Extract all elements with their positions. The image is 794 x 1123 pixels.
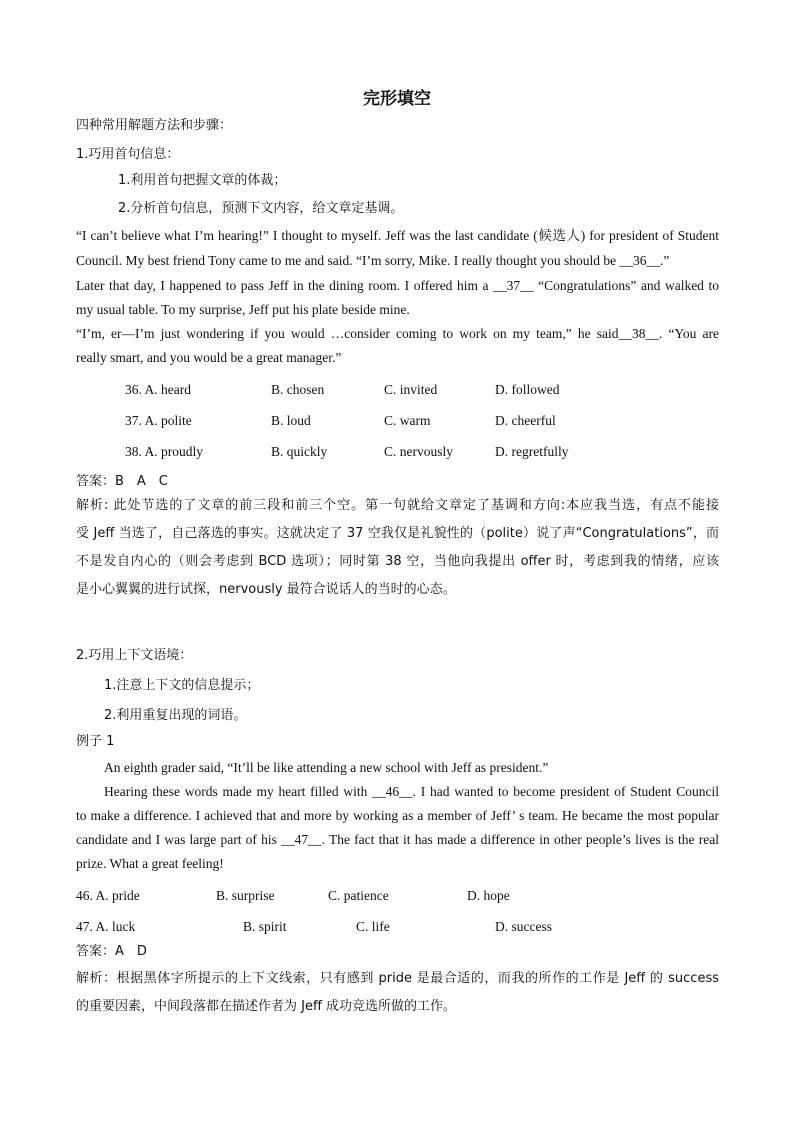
passage-line: An eighth grader said, “It’ll be like attending a new school with Jeff as president.” — [104, 760, 549, 775]
question-row — [0, 378, 794, 402]
analysis-line: 解析：根据黑体字所提示的上下文线索，只有感到 pride 是最合适的，而我的所作的工作是 Jeff 的 success — [76, 971, 719, 986]
step-text: 2.分析首句信息，预测下文内容，给文章定基调。 — [118, 201, 404, 216]
analysis-line: 是小心翼翼的进行试探，nervously 最符合说话人的当时的心态。 — [76, 582, 456, 597]
passage-line: prize. What a great feeling! — [76, 856, 224, 871]
step-text: 1.注意上下文的信息提示； — [104, 678, 260, 693]
passage-line: “I’m, er—I’m just wondering if you would …consider coming to work on my team,” he said__38__. “You are — [76, 326, 719, 341]
section-heading: 1.巧用首句信息： — [76, 147, 180, 162]
question-row — [0, 440, 794, 464]
analysis-line: 受 Jeff 当选了，自己落选的事实。这就决定了 37 空我仅是礼貌性的（polite）说了声“Congratulations”，而 — [76, 526, 719, 541]
answer-text: 答案：B A C — [76, 474, 168, 489]
analysis-line: 不是发自内心的（则会考虑到 BCD 选项）；同时第 38 空，当他向我提出 offer 时，考虑到我的情绪，应该 — [76, 554, 719, 569]
option-d: D. success — [495, 919, 552, 934]
option-a: 37. A. polite — [125, 413, 192, 428]
option-b: B. surprise — [216, 888, 275, 903]
option-c: C. invited — [384, 382, 438, 397]
answer-text: 答案：A D — [76, 944, 147, 959]
section-heading: 2.巧用上下文语境： — [76, 648, 193, 663]
passage-line: really smart, and you would be a great manager.” — [76, 350, 342, 365]
option-c: C. warm — [384, 413, 431, 428]
analysis-line: 解析: 此处节选的了文章的前三段和前三个空。第一句就给文章定了基调和方向:本应我当选，有点不能接 — [76, 498, 719, 513]
passage-line: Council. My best friend Tony came to me and said. “I’m sorry, Mike. I really thought you should be __36__.” — [76, 253, 670, 268]
analysis-line: 的重要因素，中间段落都在描述作者为 Jeff 成功竞选所做的工作。 — [76, 999, 457, 1014]
option-d: D. cheerful — [495, 413, 556, 428]
passage-line: candidate and I was large part of his __47__. The fact that it has made a difference in other people’s lives is the real — [76, 832, 719, 847]
passage-line: to make a difference. I achieved that and more by working as a member of Jeff’ s team. He became the most popular — [76, 808, 719, 823]
option-b: B. spirit — [243, 919, 287, 934]
passage-line: Later that day, I happened to pass Jeff in the dining room. I offered him a __37__ “Congratulations” and walked to — [76, 278, 719, 293]
question-row — [0, 409, 794, 433]
example-label: 例子 1 — [76, 734, 115, 749]
passage-line: “I can’t believe what I’m hearing!” I thought to myself. Jeff was the last candidate (候选人) for president of Student — [76, 228, 719, 243]
option-c: C. life — [356, 919, 390, 934]
page-title: 完形填空 — [363, 89, 431, 109]
option-b: B. quickly — [271, 444, 328, 459]
option-a: 46. A. pride — [76, 888, 140, 903]
option-b: B. chosen — [271, 382, 325, 397]
intro-text: 四种常用解题方法和步骤： — [76, 118, 233, 133]
option-b: B. loud — [271, 413, 311, 428]
option-d: D. followed — [495, 382, 560, 397]
option-a: 36. A. heard — [125, 382, 191, 397]
option-a: 47. A. luck — [76, 919, 136, 934]
option-d: D. hope — [467, 888, 510, 903]
passage-line: Hearing these words made my heart filled with __46__. I had wanted to become president of Student Council — [104, 784, 719, 799]
option-c: C. patience — [328, 888, 389, 903]
step-text: 1.利用首句把握文章的体裁； — [118, 173, 287, 188]
option-a: 38. A. proudly — [125, 444, 204, 459]
option-c: C. nervously — [384, 444, 453, 459]
question-row — [0, 915, 794, 939]
step-text: 2.利用重复出现的词语。 — [104, 708, 247, 723]
question-row — [0, 884, 794, 908]
option-d: D. regretfully — [495, 444, 569, 459]
passage-line: my usual table. To my surprise, Jeff put his plate beside mine. — [76, 302, 410, 317]
